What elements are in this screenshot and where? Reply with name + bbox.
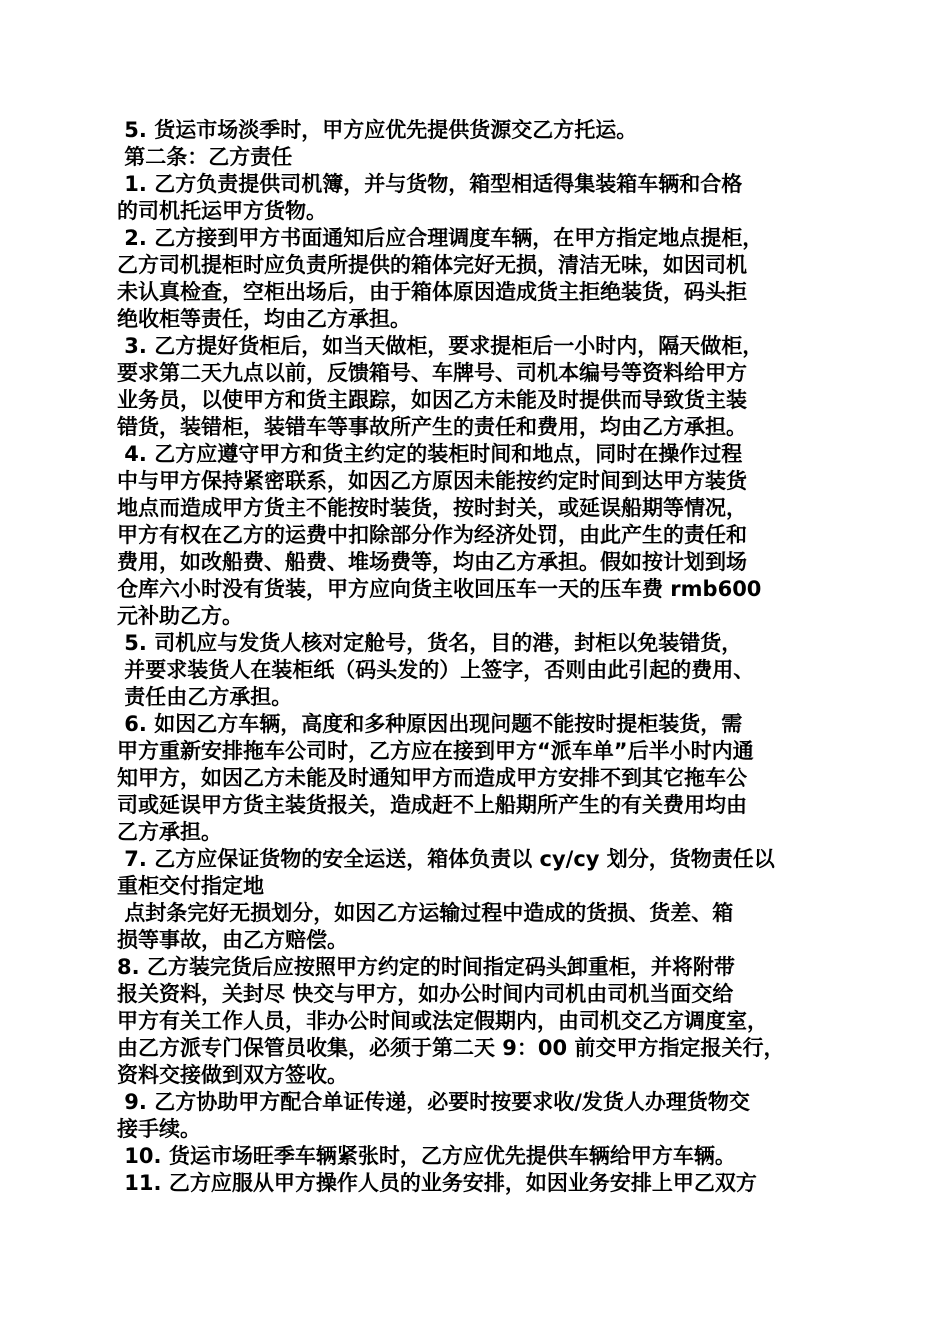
text-line: 甲方重新安排拖车公司时，乙方应在接到甲方“派车单”后半小时内通 <box>117 739 754 763</box>
text-line: 5. 司机应与发货人核对定舱号，货名，目的港，封柜以免装错货， <box>117 631 743 655</box>
text-line: 损等事故，由乙方赔偿。 <box>117 928 348 952</box>
text-line: 责任由乙方承担。 <box>117 685 293 709</box>
text-line: 未认真检查，空柜出场后，由于箱体原因造成货主拒绝装货，码头拒 <box>117 280 747 304</box>
text-line: 绝收柜等责任，均由乙方承担。 <box>117 307 411 331</box>
text-line: 知甲方，如因乙方未能及时通知甲方而造成甲方安排不到其它拖车公 <box>117 766 747 790</box>
text-line: 业务员，以使甲方和货主跟踪，如因乙方未能及时提供而导致货主装 <box>117 388 747 412</box>
text-line: 8. 乙方装完货后应按照甲方约定的时间指定码头卸重柜，并将附带 <box>117 955 735 979</box>
text-line: 4. 乙方应遵守甲方和货主约定的装柜时间和地点，同时在操作过程 <box>117 442 743 466</box>
text-line: 中与甲方保持紧密联系，如因乙方原因未能按约定时间到达甲方装货 <box>117 469 747 493</box>
text-line: 司或延误甲方货主装货报关，造成赶不上船期所产生的有关费用均由 <box>117 793 747 817</box>
text-line: 的司机托运甲方货物。 <box>117 199 327 223</box>
text-line: 由乙方派专门保管员收集，必须于第二天 9：00 前交甲方指定报关行， <box>117 1036 785 1060</box>
text-line: 1. 乙方负责提供司机簿，并与货物，箱型相适得集装箱车辆和合格 <box>117 172 743 196</box>
text-line: 2. 乙方接到甲方书面通知后应合理调度车辆，在甲方指定地点提柜， <box>117 226 764 250</box>
text-line: 5. 货运市场淡季时，甲方应优先提供货源交乙方托运。 <box>117 118 638 142</box>
text-line: 点封条完好无损划分，如因乙方运输过程中造成的货损、货差、箱 <box>117 901 734 925</box>
text-line: 要求第二天九点以前，反馈箱号、车牌号、司机本编号等资料给甲方 <box>117 361 747 385</box>
text-line: 费用，如改船费、船费、堆场费等，均由乙方承担。假如按计划到场 <box>117 550 747 574</box>
document-body <box>117 117 857 1197</box>
text-line: 元补助乙方。 <box>117 604 243 628</box>
text-line: 错货，装错柜，装错车等事故所产生的责任和费用，均由乙方承担。 <box>117 415 747 439</box>
section-heading: 第二条：乙方责任 <box>117 145 293 169</box>
text-line: 仓库六小时没有货装，甲方应向货主收回压车一天的压车费 rmb600 <box>117 577 762 601</box>
text-line: 甲方有权在乙方的运费中扣除部分作为经济处罚，由此产生的责任和 <box>117 523 747 547</box>
text-line: 地点而造成甲方货主不能按时装货，按时封关，或延误船期等情况， <box>117 496 747 520</box>
text-line: 乙方承担。 <box>117 820 222 844</box>
text-line: 资料交接做到双方签收。 <box>117 1063 348 1087</box>
text-line: 7. 乙方应保证货物的安全运送，箱体负责以 cy/cy 划分，货物责任以 <box>117 847 775 871</box>
text-line: 11. 乙方应服从甲方操作人员的业务安排，如因业务安排上甲乙双方 <box>117 1171 757 1195</box>
text-line: 重柜交付指定地 <box>117 874 264 898</box>
text-line: 3. 乙方提好货柜后，如当天做柜，要求提柜后一小时内，隔天做柜， <box>117 334 764 358</box>
text-line: 10. 货运市场旺季车辆紧张时，乙方应优先提供车辆给甲方车辆。 <box>117 1144 736 1168</box>
text-line: 甲方有关工作人员，非办公时间或法定假期内，由司机交乙方调度室， <box>117 1009 768 1033</box>
text-line: 并要求装货人在装柜纸（码头发的）上签字，否则由此引起的费用、 <box>117 658 755 682</box>
text-line: 乙方司机提柜时应负责所提供的箱体完好无损，清洁无味，如因司机 <box>117 253 747 277</box>
text-line: 6. 如因乙方车辆，高度和多种原因出现问题不能按时提柜装货，需 <box>117 712 743 736</box>
text-line: 9. 乙方协助甲方配合单证传递，必要时按要求收/发货人办理货物交 <box>117 1090 750 1114</box>
text-line: 报关资料，关封尽 快交与甲方，如办公时间内司机由司机当面交给 <box>117 982 734 1006</box>
text-line: 接手续。 <box>117 1117 201 1141</box>
